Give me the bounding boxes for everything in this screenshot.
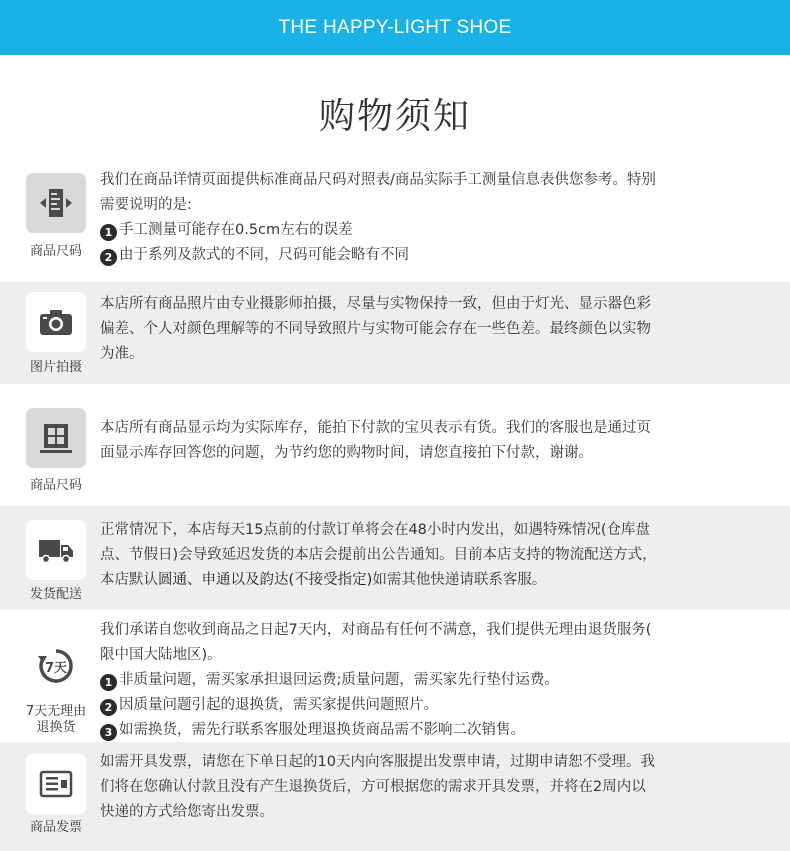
number-badge: 2: [100, 249, 117, 266]
section-text-line: 我们承诺自您收到商品之日起7天内，对商品有任何不满意，我们提供无理由退货服务(: [100, 622, 652, 638]
section-label-line1: 7天无理由: [25, 704, 87, 719]
invoice-icon: [26, 754, 86, 814]
section-text-line: 偏差、个人对颜色理解等的不同导致照片与实物可能会存在一些色差。最终颜色以实物: [100, 321, 651, 337]
section-label: 商品发票: [29, 820, 82, 835]
banner-title: THE HAPPY-LIGHT SHOE: [278, 16, 512, 38]
courier-highlight: 圆通、申通以及韵达(不接受指定): [158, 572, 373, 588]
seven-day-return-icon: [26, 636, 86, 696]
number-badge: 2: [100, 699, 117, 716]
section-label: 商品尺码: [29, 478, 82, 493]
section-stock: [0, 398, 790, 498]
section-text-line: 如需开具发票，请您在下单日起的10天内向客服提出发票申请，过期申请恕不受理。我: [100, 754, 655, 770]
section-size: [0, 158, 790, 268]
section-returns: [0, 614, 790, 742]
list-item: 2 由于系列及款式的不同，尺码可能会略有不同: [100, 243, 760, 268]
section-label: 图片拍摄: [29, 360, 82, 375]
list-item: 3 如需换货，需先行联系客服处理退换货商品需不影响二次销售。: [100, 718, 760, 743]
section-text-line: 快递的方式给您寄出发票。: [100, 804, 274, 820]
top-banner: [0, 0, 790, 55]
camera-icon: [26, 292, 86, 352]
stock-box-icon: [26, 408, 86, 468]
section-text-line: 需要说明的是:: [100, 197, 192, 213]
section-label-line2: 退换货: [36, 720, 76, 735]
list-item: 2 因质量问题引起的退换货，需买家提供问题照片。: [100, 693, 760, 718]
section-text-line: 正常情况下，本店每天15点前的付款订单将会在48小时内发出，如遇特殊情况(仓库盘: [100, 522, 651, 538]
list-item: 1 手工测量可能存在0.5cm左右的误差: [100, 218, 760, 243]
section-label: 发货配送: [29, 587, 82, 602]
list-item: 1 非质量问题，需买家承担退回运费;质量问题，需买家先行垫付运费。: [100, 668, 760, 693]
section-shipping: [0, 506, 790, 610]
section-photo: [0, 282, 790, 384]
number-badge: 1: [100, 224, 117, 241]
page-title: 购物须知: [318, 96, 471, 137]
number-badge: 3: [100, 724, 117, 741]
section-label: 商品尺码: [29, 244, 82, 259]
section-text-line: 本店所有商品照片由专业摄影师拍摄，尽量与实物保持一致，但由于灯光、显示器色彩: [100, 296, 651, 312]
truck-icon: [26, 520, 86, 580]
section-invoice: [0, 742, 790, 851]
section-text-line: 限中国大陆地区)。: [100, 647, 222, 663]
section-text-line: 点、节假日)会导致延迟发货的本店会提前出公告通知。目前本店支持的物流配送方式，: [100, 547, 657, 563]
section-text-line: 为准。: [100, 346, 144, 362]
number-badge: 1: [100, 674, 117, 691]
section-text-line: 我们在商品详情页面提供标准商品尺码对照表/商品实际手工测量信息表供您参考。特别: [100, 172, 656, 188]
section-text-line: 面显示库存回答您的问题，为节约您的购物时间，请您直接拍下付款，谢谢。: [100, 445, 593, 461]
seven-day-icon-text: 7天: [44, 661, 68, 676]
ruler-icon: [26, 173, 86, 233]
section-text-line: 本店默认圆通、申通以及韵达(不接受指定)如需其他快递请联系客服。: [100, 572, 547, 588]
section-text-line: 们将在您确认付款且没有产生退换货后，方可根据您的需求开具发票，并将在2周内以: [100, 779, 646, 795]
section-text-line: 本店所有商品显示均为实际库存，能拍下付款的宝贝表示有货。我们的客服也是通过页: [100, 420, 651, 436]
